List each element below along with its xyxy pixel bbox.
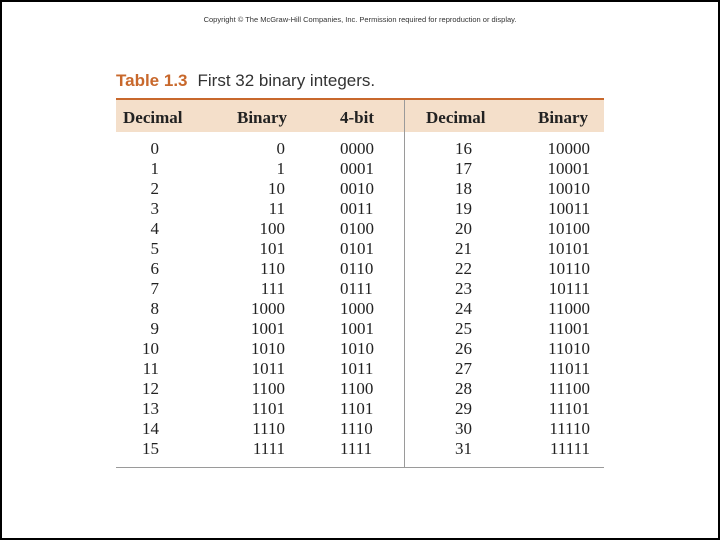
copyright-notice: Copyright © The McGraw-Hill Companies, Inc. Permission required for reproduction or display. (203, 15, 517, 24)
cell-decimal-right: 17 (455, 159, 472, 178)
cell-binary-left: 10 (268, 179, 285, 198)
cell-decimal-left: 2 (150, 179, 159, 198)
cell-binary-right: 10001 (547, 159, 590, 178)
cell-decimal-left: 15 (142, 439, 159, 458)
cell-4bit: 1100 (340, 379, 374, 398)
cell-4bit: 0100 (340, 219, 374, 238)
cell-4bit: 1101 (340, 399, 374, 418)
cell-binary-left: 100 (259, 219, 285, 238)
cell-decimal-right: 27 (455, 359, 472, 378)
cell-binary-right: 10100 (547, 219, 590, 238)
cell-4bit: 1010 (340, 339, 374, 358)
cell-decimal-left: 0 (150, 139, 159, 158)
cell-decimal-right: 31 (455, 439, 472, 458)
cell-4bit: 1111 (340, 439, 373, 458)
cell-decimal-left: 1 (150, 159, 159, 178)
cell-binary-right: 11111 (550, 439, 590, 458)
cell-binary-right: 10110 (548, 259, 590, 278)
cell-decimal-left: 6 (150, 259, 159, 278)
cell-binary-right: 11100 (548, 379, 590, 398)
cell-binary-right: 11000 (548, 299, 590, 318)
cell-4bit: 1110 (340, 419, 373, 438)
cell-binary-right: 11101 (548, 399, 590, 418)
cell-decimal-right: 25 (455, 319, 472, 338)
cell-binary-left: 1110 (252, 419, 285, 438)
table-row (116, 239, 604, 259)
header-4bit: 4-bit (340, 108, 374, 127)
header-binary-right: Binary (538, 108, 589, 127)
header-decimal-right: Decimal (426, 108, 486, 127)
cell-binary-left: 1010 (251, 339, 285, 358)
cell-decimal-right: 28 (455, 379, 472, 398)
cell-decimal-right: 24 (455, 299, 472, 318)
cell-decimal-right: 26 (455, 339, 472, 358)
cell-decimal-left: 14 (142, 419, 159, 438)
cell-binary-left: 1111 (252, 439, 285, 458)
cell-4bit: 1000 (340, 299, 374, 318)
table-row (116, 199, 604, 219)
table-row (116, 279, 604, 299)
table-row (116, 399, 604, 419)
cell-decimal-left: 7 (150, 279, 159, 298)
table-row (116, 419, 604, 439)
table-bottom-rule (116, 467, 604, 468)
cell-binary-left: 101 (259, 239, 285, 258)
cell-4bit: 0000 (340, 139, 374, 158)
cell-decimal-left: 5 (150, 239, 159, 258)
cell-decimal-left: 9 (150, 319, 159, 338)
cell-decimal-left: 8 (150, 299, 159, 318)
cell-4bit: 0111 (340, 279, 373, 298)
cell-decimal-right: 21 (455, 239, 472, 258)
cell-decimal-right: 23 (455, 279, 472, 298)
table-row (116, 299, 604, 319)
table-title: First 32 binary integers. (197, 71, 376, 90)
cell-decimal-right: 22 (455, 259, 472, 278)
table-row (116, 359, 604, 379)
cell-binary-right: 10011 (548, 199, 590, 218)
cell-decimal-left: 13 (142, 399, 159, 418)
cell-binary-left: 1100 (251, 379, 285, 398)
table-row (116, 259, 604, 279)
table-row (116, 439, 604, 459)
table-label: Table 1.3 (116, 71, 188, 90)
cell-binary-right: 10101 (547, 239, 590, 258)
cell-4bit: 0001 (340, 159, 374, 178)
table-row (116, 139, 604, 159)
cell-binary-right: 11011 (548, 359, 590, 378)
cell-binary-left: 11 (268, 199, 285, 218)
cell-binary-right: 11010 (548, 339, 590, 358)
table-row (116, 159, 604, 179)
table-row (116, 379, 604, 399)
cell-binary-left: 1000 (251, 299, 285, 318)
cell-binary-left: 0 (276, 139, 285, 158)
cell-binary-left: 1011 (251, 359, 285, 378)
header-binary-left: Binary (237, 108, 288, 127)
cell-decimal-left: 10 (142, 339, 159, 358)
table-body (116, 139, 604, 459)
cell-binary-right: 10111 (548, 279, 590, 298)
table-row (116, 319, 604, 339)
cell-decimal-right: 20 (455, 219, 472, 238)
cell-binary-left: 110 (260, 259, 285, 278)
cell-4bit: 1001 (340, 319, 374, 338)
table-row (116, 339, 604, 359)
table-row (116, 219, 604, 239)
cell-decimal-right: 19 (455, 199, 472, 218)
cell-binary-right: 10000 (547, 139, 590, 158)
cell-decimal-left: 3 (150, 199, 159, 218)
cell-4bit: 1011 (340, 359, 374, 378)
cell-decimal-right: 16 (455, 139, 472, 158)
cell-4bit: 0010 (340, 179, 374, 198)
cell-decimal-left: 4 (150, 219, 159, 238)
header-decimal-left: Decimal (123, 108, 183, 127)
cell-binary-right: 11110 (549, 419, 590, 438)
cell-binary-left: 111 (260, 279, 285, 298)
cell-decimal-right: 30 (455, 419, 472, 438)
cell-binary-left: 1101 (251, 399, 285, 418)
cell-binary-right: 10010 (547, 179, 590, 198)
cell-decimal-left: 12 (142, 379, 159, 398)
cell-4bit: 0011 (340, 199, 374, 218)
cell-4bit: 0110 (340, 259, 374, 278)
binary-table (116, 98, 604, 468)
cell-binary-left: 1 (276, 159, 285, 178)
cell-decimal-right: 18 (455, 179, 472, 198)
cell-binary-right: 11001 (548, 319, 590, 338)
table-caption (116, 71, 375, 91)
table-row (116, 179, 604, 199)
cell-decimal-right: 29 (455, 399, 472, 418)
slide (2, 2, 718, 538)
cell-4bit: 0101 (340, 239, 374, 258)
cell-binary-left: 1001 (251, 319, 285, 338)
cell-decimal-left: 11 (142, 359, 159, 378)
